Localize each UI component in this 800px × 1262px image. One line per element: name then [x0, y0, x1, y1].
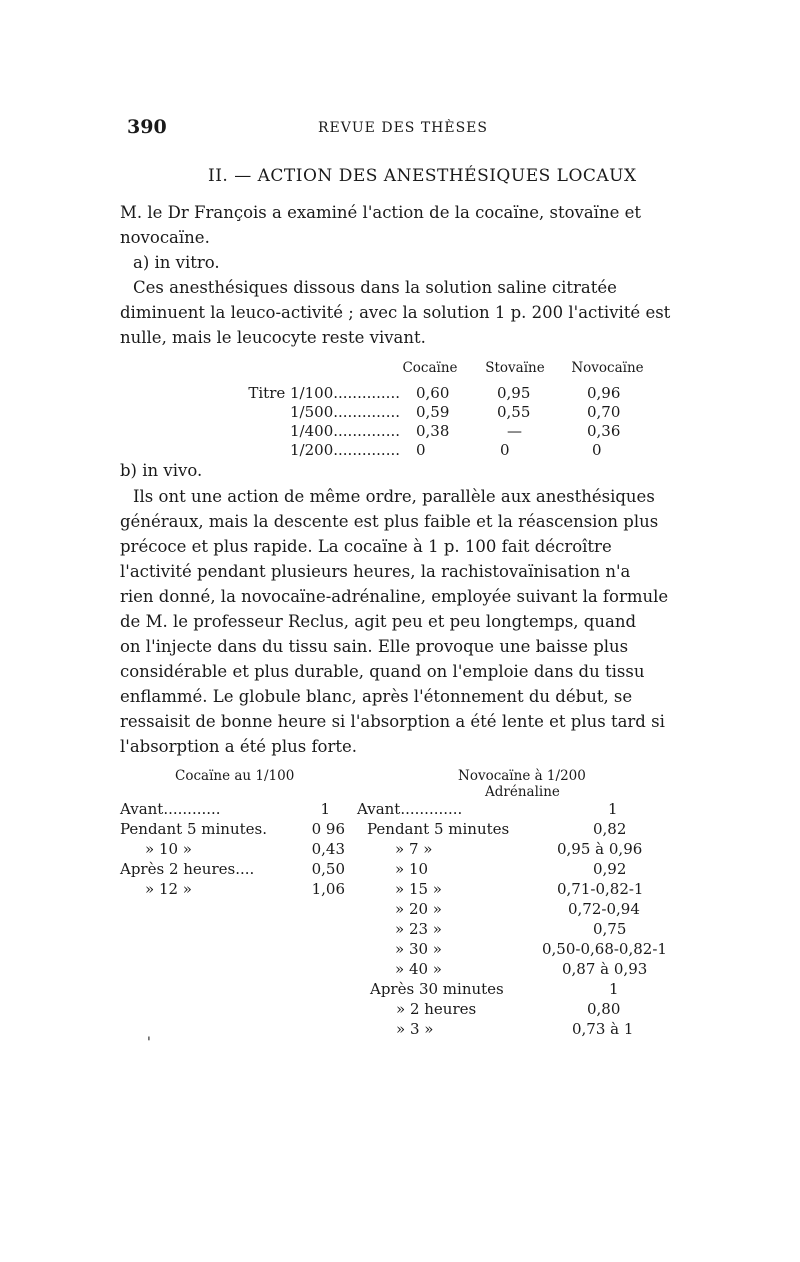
table2-left-label: Après 2 heures....	[120, 860, 255, 878]
table2-right-label: » 40 »	[395, 960, 442, 978]
text-line: Ils ont une action de même ordre, parallèle aux anesthésiques	[133, 487, 655, 506]
table2-right-value: 1	[609, 980, 619, 998]
table2-left-value: 0 96	[311, 820, 345, 838]
table1-cell: 0,36	[587, 422, 621, 440]
table1-row-label: 1/400..............	[290, 422, 400, 440]
table2-left-value: 1,06	[311, 880, 345, 898]
table2-right-label: » 7 »	[395, 840, 433, 858]
table2-right-label: » 20 »	[395, 900, 442, 918]
subsection-b-label: b) in vivo.	[120, 461, 203, 480]
table1-cell: 0,70	[587, 403, 621, 421]
table1-cell: 0	[500, 441, 510, 459]
table2-right-label: » 10	[395, 860, 429, 878]
paragraph-a	[120, 275, 680, 350]
table2-right-label: » 23 »	[395, 920, 442, 938]
table2-right-value: 0,50-0,68-0,82-1	[542, 940, 667, 958]
text-line: précoce et plus rapide. La cocaïne à 1 p. 100 fait décroître	[120, 537, 612, 556]
text-line: de M. le professeur Reclus, agit peu et peu longtemps, quand	[120, 612, 637, 631]
table2-right-subtitle: Adrénaline	[485, 784, 560, 800]
table2-left-label: Avant............	[120, 800, 221, 818]
table1-cell: 0,60	[416, 384, 450, 402]
table1-row-label: 1/500..............	[290, 403, 400, 421]
text-line: ressaisit de bonne heure si l'absorption a été lente et plus tard si	[120, 712, 665, 731]
text-line: considérable et plus durable, quand on l'emploie dans du tissu	[120, 662, 645, 681]
table2-right-label: » 15 »	[395, 880, 442, 898]
text-line: l'absorption a été plus forte.	[120, 737, 358, 756]
table2-left-value: 0,50	[311, 860, 345, 878]
text-line: novocaïne.	[120, 228, 210, 247]
table2-right-value: 0,80	[587, 1000, 621, 1018]
stray-mark: '	[147, 1035, 151, 1051]
table2-right-value: 1	[608, 800, 618, 818]
table2-right-label: Avant.............	[357, 800, 463, 818]
table2-right-label: Pendant 5 minutes	[367, 820, 510, 838]
table1-header-novocaine: Novocaïne	[571, 360, 644, 376]
table1-cell: 0	[592, 441, 602, 459]
table2-right-value: 0,82	[593, 820, 627, 838]
table2-right-label: Après 30 minutes	[370, 980, 504, 998]
table2-right-title: Novocaïne à 1/200	[458, 768, 586, 784]
table2-right-value: 0,87 à 0,93	[562, 960, 648, 978]
text-line: on l'injecte dans du tissu sain. Elle provoque une baisse plus	[120, 637, 629, 656]
table1-cell: 0,59	[416, 403, 450, 421]
running-title: REVUE DES THÈSES	[318, 120, 488, 136]
page-number: 390	[127, 116, 167, 138]
paragraph-b	[120, 484, 680, 759]
text-line: rien donné, la novocaïne-adrénaline, employée suivant la formule	[120, 587, 669, 606]
text-line: l'activité pendant plusieurs heures, la rachistovaïnisation n'a	[120, 562, 631, 581]
table2-left-label: » 12 »	[145, 880, 192, 898]
text-line: nulle, mais le leucocyte reste vivant.	[120, 328, 426, 347]
table2-right-value: 0,95 à 0,96	[557, 840, 643, 858]
table2-left-value: 1	[320, 800, 330, 818]
table2-right-label: » 30 »	[395, 940, 442, 958]
table1-row-label: Titre 1/100..............	[248, 384, 400, 402]
subsection-a-label: a) in vitro.	[133, 253, 220, 272]
table2-right-value: 0,72-0,94	[568, 900, 640, 918]
text-line: généraux, mais la descente est plus faible et la réascension plus	[120, 512, 659, 531]
table2-right-value: 0,73 à 1	[572, 1020, 634, 1038]
table2-right-value: 0,71-0,82-1	[557, 880, 644, 898]
text-line: M. le Dr François a examiné l'action de la cocaïne, stovaïne et	[120, 203, 641, 222]
section-title: II. — ACTION DES ANESTHÉSIQUES LOCAUX	[208, 166, 637, 186]
table1-header-stovaine: Stovaïne	[485, 360, 545, 376]
table2-left-value: 0,43	[311, 840, 345, 858]
table1-cell: 0,55	[497, 403, 531, 421]
table2-right-label: » 3 »	[396, 1020, 434, 1038]
intro-paragraph	[120, 200, 680, 250]
table1-cell: 0	[416, 441, 426, 459]
table2-left-title: Cocaïne au 1/100	[175, 768, 295, 784]
table2-right-value: 0,92	[593, 860, 627, 878]
table2-right-value: 0,75	[593, 920, 627, 938]
table2-right-label: » 2 heures	[396, 1000, 477, 1018]
text-line: enflammé. Le globule blanc, après l'étonnement du début, se	[120, 687, 633, 706]
table1-row-label: 1/200..............	[290, 441, 400, 459]
table2-left-label: » 10 »	[145, 840, 192, 858]
text-line: Ces anesthésiques dissous dans la solution saline citratée	[133, 278, 617, 297]
table1-cell: 0,95	[497, 384, 531, 402]
table2-left-label: Pendant 5 minutes.	[120, 820, 267, 838]
table1-cell: 0,96	[587, 384, 621, 402]
text-line: diminuent la leuco-activité ; avec la solution 1 p. 200 l'activité est	[120, 303, 671, 322]
table1-cell: 0,38	[416, 422, 450, 440]
table1-cell: —	[507, 422, 522, 440]
table1-header-cocaine: Cocaïne	[402, 360, 458, 376]
